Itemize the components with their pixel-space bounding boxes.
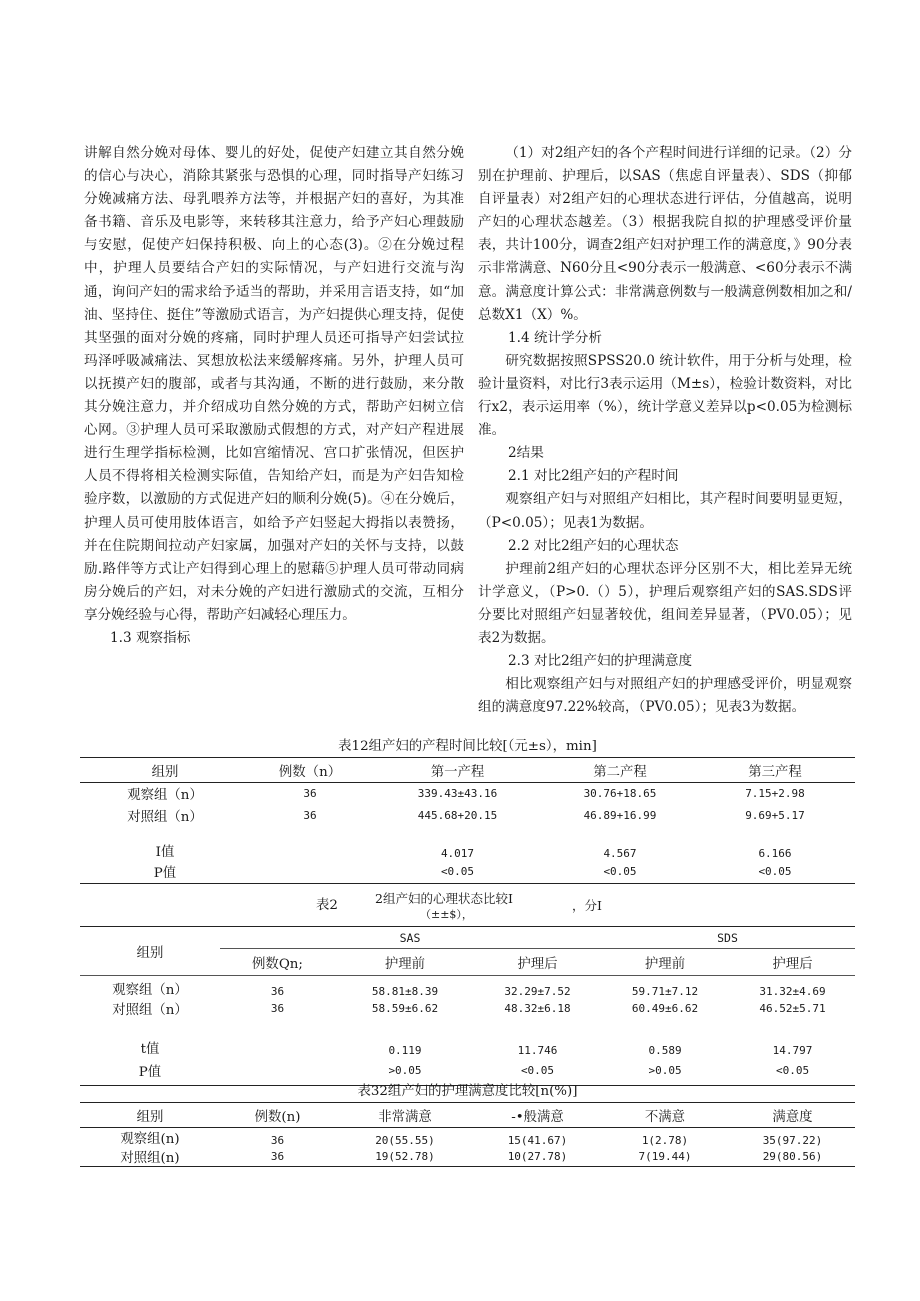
table-cell: I值 — [155, 844, 175, 860]
table-cell: <0.05 — [758, 864, 792, 878]
table-header-cell: 第三产程 — [748, 764, 802, 780]
psych-state-paragraph: 护理前2组产妇的心理状态评分区别不大，相比差异无统计学意义，（P>0.（）5），护理后观察组产妇的SAS.SDS评分要比对照组产妇显著较优，组间差异显著，（PV0.05）；见表2为数据。 — [478, 560, 852, 646]
table-row — [80, 860, 855, 884]
table-header-cell: 第二产程 — [593, 764, 647, 780]
table-header-cell: -•般满意 — [511, 1109, 564, 1125]
left-column — [84, 142, 464, 650]
table-cell: 46.52±5.71 — [759, 1002, 826, 1015]
table-cell: >0.05 — [648, 1064, 682, 1078]
statistics-paragraph: 研究数据按照SPSS20.0 统计软件，用于分析与处理，检验计量资料，对比行3表示运用（M±s），检验计数资料，对比行x2，表示运用率（%），统计学意义差异以p<0.05为检测标准。 — [478, 352, 852, 439]
table-cell: <0.05 — [603, 864, 637, 878]
table-1 — [80, 757, 855, 884]
table-2-caption — [80, 888, 855, 926]
table-header-cell: 组别 — [136, 1109, 164, 1125]
table-cell: >0.05 — [388, 1064, 422, 1078]
table-cell: t值 — [140, 1041, 160, 1057]
table-cell: 对照组(n) — [120, 1151, 180, 1166]
table-cell: 339.43±43.16 — [417, 786, 498, 800]
table-cell: 0.119 — [388, 1043, 422, 1057]
table-cell: 7.15+2.98 — [745, 786, 805, 800]
table-1-header-row — [80, 758, 855, 783]
table-header-cell: 护理前 — [644, 956, 686, 972]
heading-statistics: 1.4 统计学分析 — [508, 329, 602, 346]
table-header-cell: 组别 — [80, 927, 220, 976]
table-1-block — [80, 737, 855, 884]
heading-labor-time: 2.1 对比2组产妇的产程时间 — [508, 468, 679, 485]
table-2-caption-sub: （±±$）， — [420, 908, 473, 921]
table-2-caption-unit: ，分I — [572, 898, 602, 913]
table-cell — [250, 828, 370, 860]
table-cell: 31.32±4.69 — [759, 984, 826, 998]
sds-header: SDS — [600, 927, 855, 949]
table-row — [80, 783, 855, 804]
table-cell: 59.71±7.12 — [631, 984, 699, 998]
table-2-block — [80, 888, 855, 1086]
table-cell: 36 — [270, 1134, 285, 1147]
table-3 — [80, 1102, 855, 1167]
table-row — [80, 998, 855, 1020]
table-cell: 观察组（n） — [112, 982, 188, 998]
table-cell: 0.589 — [648, 1043, 682, 1057]
table-row — [80, 804, 855, 828]
table-cell: 观察组(n) — [120, 1132, 180, 1147]
sas-header: SAS — [220, 927, 600, 949]
table-cell: 46.89+16.99 — [583, 809, 657, 822]
table-cell: 36 — [270, 984, 285, 998]
table-cell: 35(97.22) — [762, 1134, 823, 1147]
table-header-cell: 护理后 — [772, 956, 813, 972]
table-header-cell: 例数Qn; — [252, 956, 303, 972]
table-cell: 6.166 — [758, 846, 792, 860]
table-2-caption-title: 2组产妇的心理状态比较I — [375, 891, 513, 906]
table-cell: 10(27.78) — [507, 1150, 568, 1163]
table-cell — [220, 1020, 335, 1057]
table-cell: <0.05 — [775, 1064, 810, 1078]
table-cell: 32.29±7.52 — [504, 984, 571, 998]
right-column — [478, 142, 852, 719]
table-cell: 1(2.78) — [641, 1134, 689, 1147]
table-header-cell: 护理后 — [517, 956, 558, 972]
observation-paragraph: （1）对2组产妇的各个产程时间进行详细的记录。（2）分别在护理前、护理后，以SAS（焦虑自评量表）、SDS（抑郁自评量表）对2组产妇的心理状态进行评估，分值越高，说明产妇的心理状态越差。（3）根据我院自拟的护理感受评价量表，共计100分，调查2组产妇对护理工作的满意度，》90分表示非常满意、N60分且<90分表示一般满意、<60分表示不满意。满意度计算公式：非常满意例数与一般满意例数相加之和/总数X1（X）%。 — [478, 145, 852, 323]
table-cell: 445.68+20.15 — [417, 809, 498, 822]
heading-results: 2结果 — [508, 445, 544, 462]
table-cell: 对照组（n） — [127, 810, 203, 825]
table-cell: P值 — [138, 1065, 162, 1081]
table-cell: 20(55.55) — [375, 1134, 435, 1147]
table-cell — [250, 860, 370, 884]
table-3-caption: 表32组产妇的护理满意度比较[n(%)] — [357, 1084, 578, 1099]
heading-satisfaction: 2.3 对比2组产妇的护理满意度 — [508, 653, 693, 670]
labor-time-paragraph: 观察组产妇与对照组产妇相比，其产程时间要明显更短，（P<0.05）；见表1为数据。 — [478, 491, 852, 531]
table-cell: 36 — [303, 809, 317, 822]
table-cell: 58.81±8.39 — [371, 984, 439, 998]
table-cell: P值 — [153, 865, 177, 881]
table-header-cell: 例数(n) — [254, 1109, 301, 1125]
table-cell: 48.32±6.18 — [504, 1002, 571, 1015]
table-3-block — [80, 1082, 855, 1167]
table-cell: 36 — [270, 1002, 285, 1015]
table-cell: 36 — [270, 1150, 285, 1163]
table-row — [80, 976, 855, 998]
table-header-cell: 不满意 — [644, 1109, 686, 1125]
table-cell: 36 — [303, 786, 317, 800]
heading-observation-indicators: 1.3 观察指标 — [110, 629, 191, 646]
table-row — [80, 1147, 855, 1167]
table-cell: 7(19.44) — [638, 1150, 692, 1163]
table-header-cell: 护理前 — [384, 956, 426, 972]
table-cell: 30.76+18.65 — [583, 786, 657, 800]
table-header-cell: 组别 — [151, 764, 179, 780]
table-cell: 15(41.67) — [507, 1134, 568, 1147]
table-row — [80, 828, 855, 860]
table-cell: 14.797 — [772, 1043, 813, 1057]
table-cell: 29(80.56) — [762, 1150, 823, 1163]
table-cell: 观察组（n） — [127, 787, 203, 803]
table-header-cell: 第一产程 — [430, 764, 485, 780]
table-cell: <0.05 — [440, 864, 475, 878]
table-cell: 60.49±6.62 — [631, 1002, 699, 1015]
table-header-cell: 满意度 — [772, 1109, 813, 1125]
table-header-cell: 非常满意 — [378, 1109, 432, 1125]
table-2 — [80, 926, 855, 1086]
table-cell: 9.69+5.17 — [745, 809, 805, 822]
table-2-caption-label: 表2 — [316, 898, 338, 913]
table-cell: 4.017 — [440, 846, 475, 860]
table-row — [80, 1128, 855, 1148]
left-paragraph: 讲解自然分娩对母体、婴儿的好处，促使产妇建立其自然分娩的信心与决心，消除其紧张与恐惧的心理，同时指导产妇练习分娩减痛方法、母乳喂养方法等，并根据产妇的喜好，为其准备书籍、音乐及电影等，来转移其注意力，给予产妇心理鼓励与安慰，促使产妇保持积极、向上的心态(3)。②在分娩过程中，护理人员要结合产妇的实际情况，与产妇进行交流与沟通，询问产妇的需求给予适当的帮助，并采用言语支持，如“加油、坚持住、挺住”等激励式语言，为产妇提供心理支持，促使其坚强的面对分娩的疼痛，同时护理人员还可指导产妇尝试拉玛泽呼吸减痛法、冥想放松法来缓解疼痛。另外，护理人员可以抚摸产妇的腹部，或者与其沟通，不断的进行鼓励，来分散其分娩注意力，并介绍成功自然分娩的方式，帮助产妇树立信心网。③护理人员可采取激励式假想的方式，对产妇产程进展进行生理学指标检测，比如宫缩情况、宫口扩张情况，但医护人员不得将相关检测实际值，告知给产妇，而是为产妇告知检验序数，以激励的方式促进产妇的顺利分娩(5)。④在分娩后，护理人员可使用肢体语言，如给予产妇竖起大拇指以表赞扬，并在住院期间拉动产妇家属，加强对产妇的关怀与支持，以鼓励.路伴等方式让产妇得到心理上的慰藉⑤护理人员可带动同病房分娩后的产妇，对未分娩的产妇进行激励式的交流，互相分享分娩经验与心得，帮助产妇减轻心理压力。 — [84, 145, 464, 623]
table-cell: <0.05 — [520, 1064, 555, 1078]
table-row — [80, 1020, 855, 1057]
table-3-header-row — [80, 1103, 855, 1128]
table-header-cell: 例数（n） — [278, 764, 342, 780]
table-cell: 4.567 — [603, 846, 637, 860]
table-1-caption: 表12组产妇的产程时间比较[（元±s），min] — [338, 739, 597, 754]
table-cell: 19(52.78) — [375, 1150, 435, 1163]
heading-psych-state: 2.2 对比2组产妇的心理状态 — [508, 537, 679, 554]
table-cell: 对照组（n） — [112, 1003, 188, 1018]
table-2-group-row — [80, 927, 855, 949]
table-cell: 58.59±6.62 — [371, 1002, 439, 1015]
satisfaction-paragraph: 相比观察组产妇与对照组产妇的护理感受评价，明显观察组的满意度97.22%较高，（PV0.05）；见表3为数据。 — [478, 676, 852, 716]
table-cell: 11.746 — [517, 1043, 558, 1057]
